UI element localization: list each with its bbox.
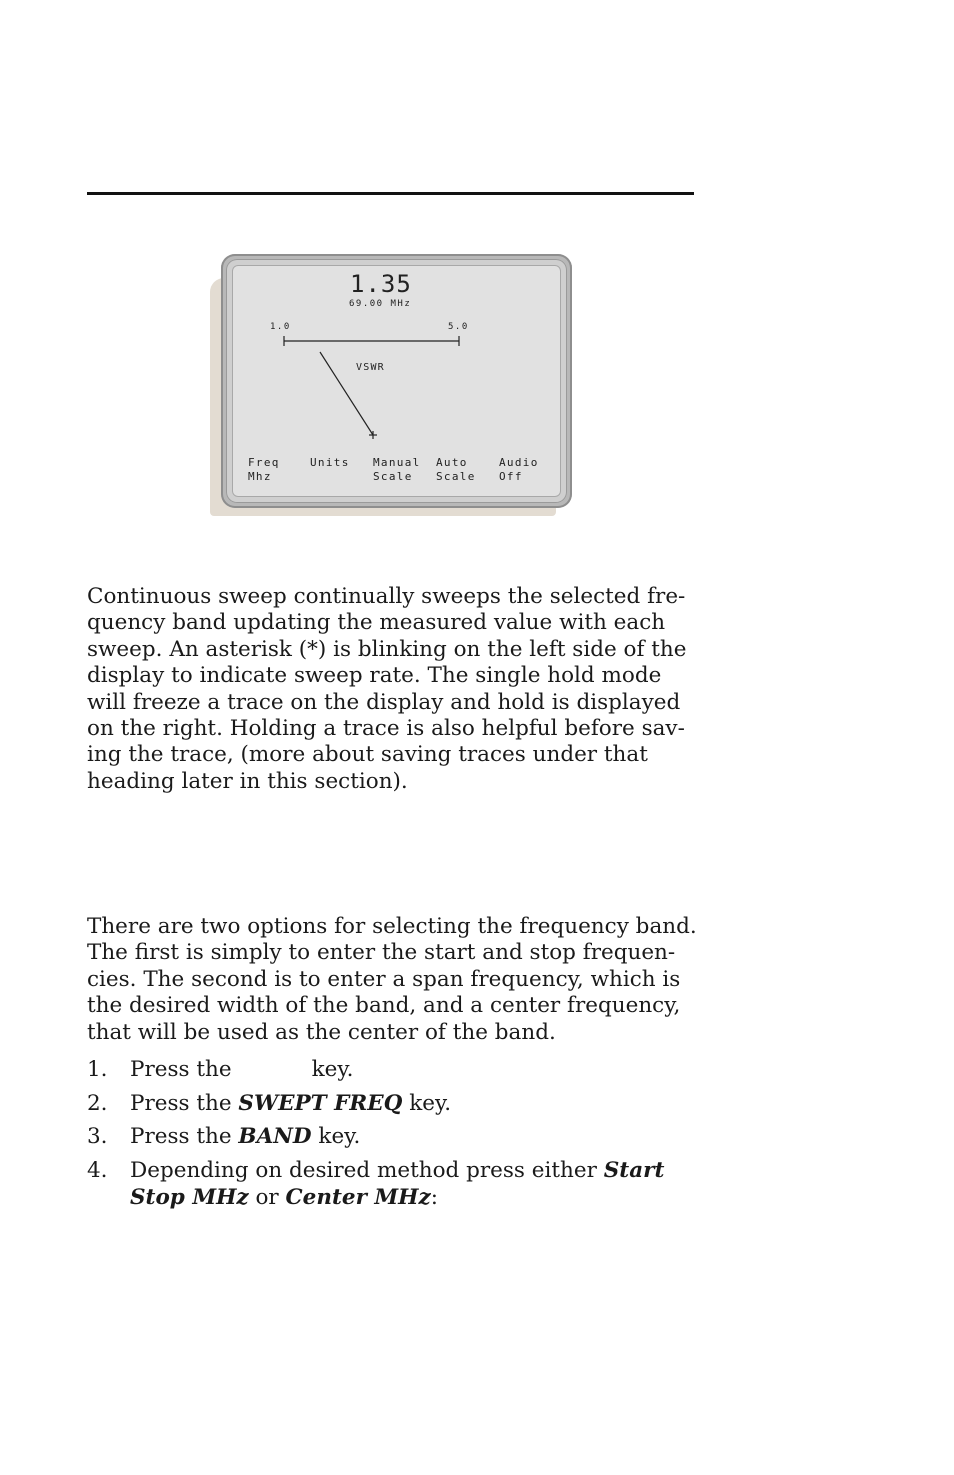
stop-mhz-key: Stop MHz [130, 1185, 249, 1210]
step-text: Depending on desired method press either [130, 1158, 604, 1183]
center-mhz-key: Center MHz [285, 1185, 431, 1210]
step-text: key. [402, 1091, 452, 1116]
band-key: BAND [238, 1124, 312, 1149]
softkey-freq-line1: Freq [248, 456, 280, 469]
softkey-freq-line2: Mhz [248, 470, 272, 483]
start-key: Start [603, 1158, 665, 1183]
band-line: the desired width of the band, and a center frequency, [87, 993, 681, 1019]
sweep-line: display to indicate sweep rate. The single hold mode [87, 663, 662, 689]
step-number: 4. [87, 1158, 108, 1183]
sweep-line: ing the trace, (more about saving traces under that [87, 742, 648, 768]
reading-frequency: 69.00 MHz [349, 299, 412, 309]
sweep-paragraph [87, 584, 697, 795]
softkey-manual-scale[interactable] [373, 456, 421, 484]
softkey-audio-line2: Off [499, 470, 523, 483]
step-text: key. [311, 1057, 354, 1082]
lcd-screen [232, 265, 561, 497]
sweep-line: sweep. An asterisk (*) is blinking on the left side of the [87, 636, 687, 662]
step-text: or [248, 1185, 286, 1210]
step-text: Press the [130, 1124, 239, 1149]
scale-min-label: 1.0 [270, 322, 291, 332]
sweep-line: Continuous sweep continually sweeps the selected fre- [87, 584, 686, 609]
step-number: 2. [87, 1091, 108, 1116]
meter-label: VSWR [356, 362, 385, 373]
band-line: that will be used as the center of the band. [87, 1019, 556, 1045]
scale-max-label: 5.0 [448, 322, 469, 332]
softkey-audio-line1: Audio [499, 456, 539, 469]
sweep-line: will freeze a trace on the display and hold is displayed [87, 689, 681, 715]
softkey-audio-off[interactable] [499, 456, 539, 484]
band-paragraph [87, 914, 697, 1046]
vswr-reading: 1.35 [350, 270, 412, 298]
meter-needle [320, 352, 373, 435]
softkey-units-line1: Units [310, 456, 350, 469]
sweep-line: heading later in this section). [87, 768, 408, 794]
softkey-manual-line2: Scale [373, 470, 413, 483]
softkey-units[interactable] [310, 456, 350, 470]
softkey-auto-line2: Scale [436, 470, 476, 483]
band-line: The first is simply to enter the start and stop frequen- [87, 940, 676, 966]
sweep-line: on the right. Holding a trace is also helpful before sav- [87, 716, 685, 742]
step-text: Press the [130, 1057, 232, 1082]
step-text: Press the [130, 1091, 239, 1116]
header-rule [87, 192, 694, 195]
step-number: 1. [87, 1057, 108, 1082]
softkey-auto-line1: Auto [436, 456, 468, 469]
band-line: cies. The second is to enter a span frequency, which is [87, 966, 681, 992]
softkey-freq[interactable] [248, 456, 280, 484]
softkey-auto-scale[interactable] [436, 456, 476, 484]
sweep-line: quency band updating the measured value with each [87, 610, 666, 636]
step-text: key. [311, 1124, 361, 1149]
softkey-manual-line1: Manual [373, 456, 421, 469]
band-line: There are two options for selecting the frequency band. [87, 914, 697, 939]
swept-freq-key: SWEPT FREQ [238, 1091, 403, 1116]
step-text: : [430, 1185, 438, 1210]
step-number: 3. [87, 1124, 108, 1149]
